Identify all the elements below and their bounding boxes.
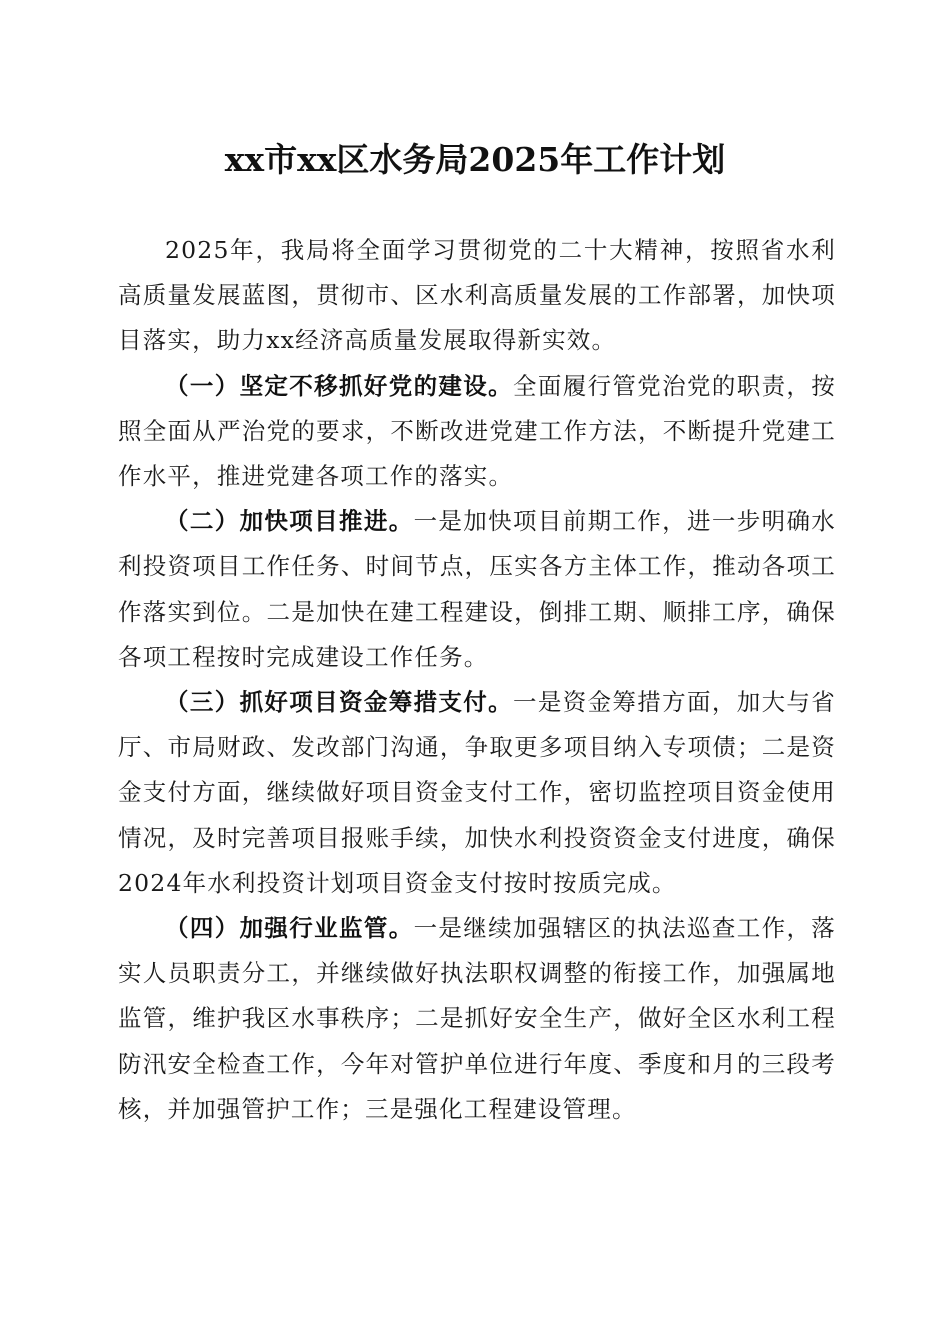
- section-text-3: 一是资金筹措方面，加大与省厅、市局财政、发改部门沟通，争取更多项目纳入专项债；二是资金支付方面，继续做好项目资金支付工作，密切监控项目资金使用情况，及时完善项目报账手续，加快水利投资资金支付进度，确保2024年水利投资计划项目资金支付按时按质完成。: [118, 688, 836, 897]
- section-paragraph-1: [118, 364, 836, 500]
- section-text-4: 一是继续加强辖区的执法巡查工作，落实人员职责分工，并继续做好执法职权调整的衔接工作，加强属地监管，维护我区水事秩序；二是抓好安全生产，做好全区水利工程防汛安全检查工作，今年对管护单位进行年度、季度和月的三段考核，并加强管护工作；三是强化工程建设管理。: [118, 914, 836, 1123]
- section-heading-1: （一）坚定不移抓好党的建设。: [165, 371, 513, 400]
- section-text-2: 一是加快项目前期工作，进一步明确水利投资项目工作任务、时间节点，压实各方主体工作，推动各项工作落实到位。二是加快在建工程建设，倒排工期、顺排工序，确保各项工程按时完成建设工作任务。: [118, 507, 836, 671]
- section-paragraph-3: [118, 680, 836, 906]
- document-body: [118, 228, 836, 1132]
- section-heading-2: （二）加快项目推进。: [165, 507, 414, 536]
- document-title: xx市xx区水务局2025年工作计划: [224, 140, 726, 179]
- section-text-1: 全面履行管党治党的职责，按照全面从严治党的要求，不断改进党建工作方法，不断提升党建工作水平，推进党建各项工作的落实。: [118, 371, 836, 491]
- intro-paragraph: 2025年，我局将全面学习贯彻党的二十大精神，按照省水利高质量发展蓝图，贯彻市、区水利高质量发展的工作部署，加快项目落实，助力xx经济高质量发展取得新实效。: [118, 236, 836, 355]
- section-heading-4: （四）加强行业监管。: [165, 914, 414, 943]
- section-paragraph-2: [118, 499, 836, 680]
- section-heading-3: （三）抓好项目资金筹措支付。: [165, 688, 513, 717]
- section-paragraph-4: [118, 906, 836, 1132]
